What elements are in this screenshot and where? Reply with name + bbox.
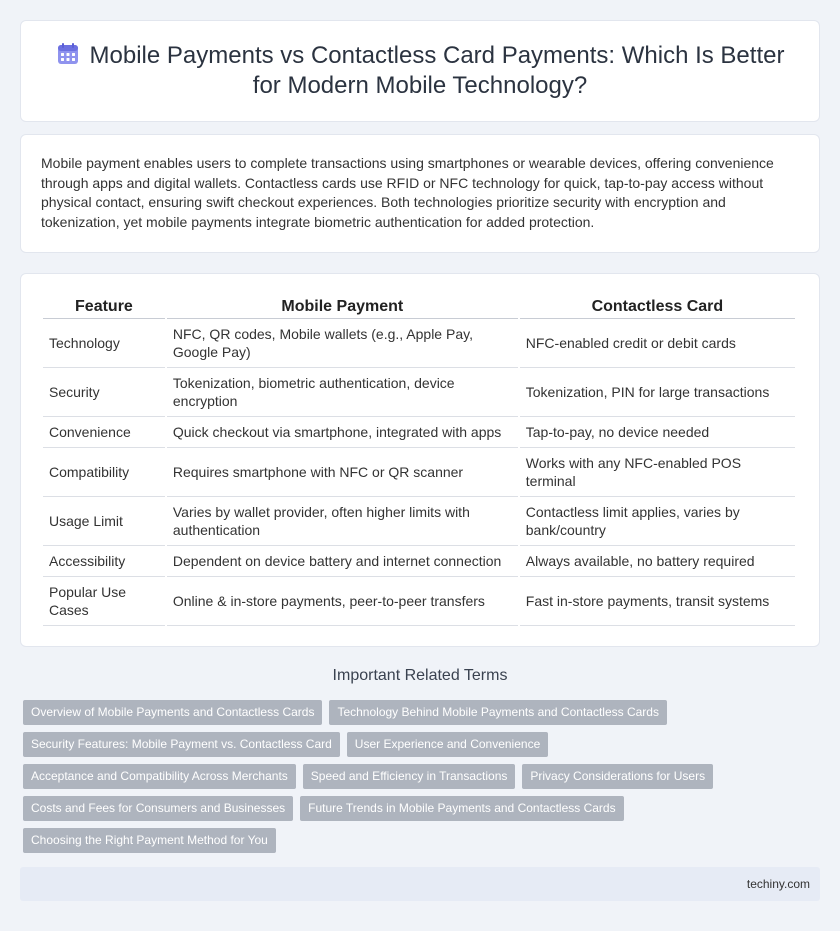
table-cell-mobile: Dependent on device battery and internet connection <box>167 546 518 577</box>
table-cell-feature: Security <box>43 368 165 417</box>
related-terms-list <box>23 700 823 860</box>
calendar-icon <box>56 42 80 66</box>
related-terms-title: Important Related Terms <box>332 667 508 684</box>
table-row <box>43 319 795 368</box>
table-cell-feature: Convenience <box>43 417 165 448</box>
related-term-tag[interactable]: Speed and Efficiency in Transactions <box>303 764 516 789</box>
table-cell-feature: Accessibility <box>43 546 165 577</box>
table-cell-contactless: Tap-to-pay, no device needed <box>520 417 795 448</box>
table-cell-mobile: Requires smartphone with NFC or QR scanner <box>167 448 518 497</box>
table-cell-mobile: Online & in-store payments, peer-to-peer transfers <box>167 577 518 626</box>
header-card <box>20 20 820 122</box>
table-cell-contactless: Always available, no battery required <box>520 546 795 577</box>
table-row <box>43 417 795 448</box>
table-row <box>43 546 795 577</box>
table-cell-mobile: NFC, QR codes, Mobile wallets (e.g., Apple Pay, Google Pay) <box>167 319 518 368</box>
title-wrap <box>21 21 819 121</box>
related-term-tag[interactable]: Future Trends in Mobile Payments and Contactless Cards <box>300 796 623 821</box>
table-header-feature: Feature <box>43 294 165 319</box>
table-cell-mobile: Varies by wallet provider, often higher limits with authentication <box>167 497 518 546</box>
table-cell-mobile: Tokenization, biometric authentication, device encryption <box>167 368 518 417</box>
table-header-contactless-card: Contactless Card <box>520 294 795 319</box>
table-cell-contactless: Fast in-store payments, transit systems <box>520 577 795 626</box>
footer <box>20 867 820 901</box>
table-cell-contactless: Contactless limit applies, varies by bank/country <box>520 497 795 546</box>
table-cell-contactless: NFC-enabled credit or debit cards <box>520 319 795 368</box>
intro-card <box>20 134 820 253</box>
footer-site-link[interactable]: techiny.com <box>746 877 810 891</box>
table-cell-feature: Usage Limit <box>43 497 165 546</box>
table-row <box>43 577 795 626</box>
table-row <box>43 497 795 546</box>
table-cell-contactless: Works with any NFC-enabled POS terminal <box>520 448 795 497</box>
related-term-tag[interactable]: Technology Behind Mobile Payments and Contactless Cards <box>329 700 667 725</box>
page-title-text: Mobile Payments vs Contactless Card Payments: Which Is Better for Modern Mobile Technology? <box>89 42 785 99</box>
table-cell-feature: Popular Use Cases <box>43 577 165 626</box>
table-cell-contactless: Tokenization, PIN for large transactions <box>520 368 795 417</box>
table-row <box>43 368 795 417</box>
related-term-tag[interactable]: Overview of Mobile Payments and Contactless Cards <box>23 700 322 725</box>
comparison-table <box>41 294 797 626</box>
related-term-tag[interactable]: Costs and Fees for Consumers and Businesses <box>23 796 293 821</box>
table-header-mobile-payment: Mobile Payment <box>167 294 518 319</box>
comparison-table-card <box>20 273 820 647</box>
related-term-tag[interactable]: Privacy Considerations for Users <box>522 764 713 789</box>
page-title <box>51 41 789 101</box>
related-term-tag[interactable]: Security Features: Mobile Payment vs. Contactless Card <box>23 732 340 757</box>
related-term-tag[interactable]: Acceptance and Compatibility Across Merchants <box>23 764 296 789</box>
table-cell-feature: Compatibility <box>43 448 165 497</box>
table-cell-mobile: Quick checkout via smartphone, integrated with apps <box>167 417 518 448</box>
intro-text: Mobile payment enables users to complete transactions using smartphones or wearable devices, offering convenience through apps and digital wallets. Contactless cards use RFID or NFC technology for quick, tap-to-pay access without physical contact, ensuring swift checkout experiences. Both technologies prioritize security with encryption and tokenization, yet mobile payments integrate biometric authentication for added protection. <box>41 155 774 230</box>
related-term-tag[interactable]: Choosing the Right Payment Method for You <box>23 828 276 853</box>
table-header-row <box>43 294 795 319</box>
table-cell-feature: Technology <box>43 319 165 368</box>
related-term-tag[interactable]: User Experience and Convenience <box>347 732 548 757</box>
table-row <box>43 448 795 497</box>
